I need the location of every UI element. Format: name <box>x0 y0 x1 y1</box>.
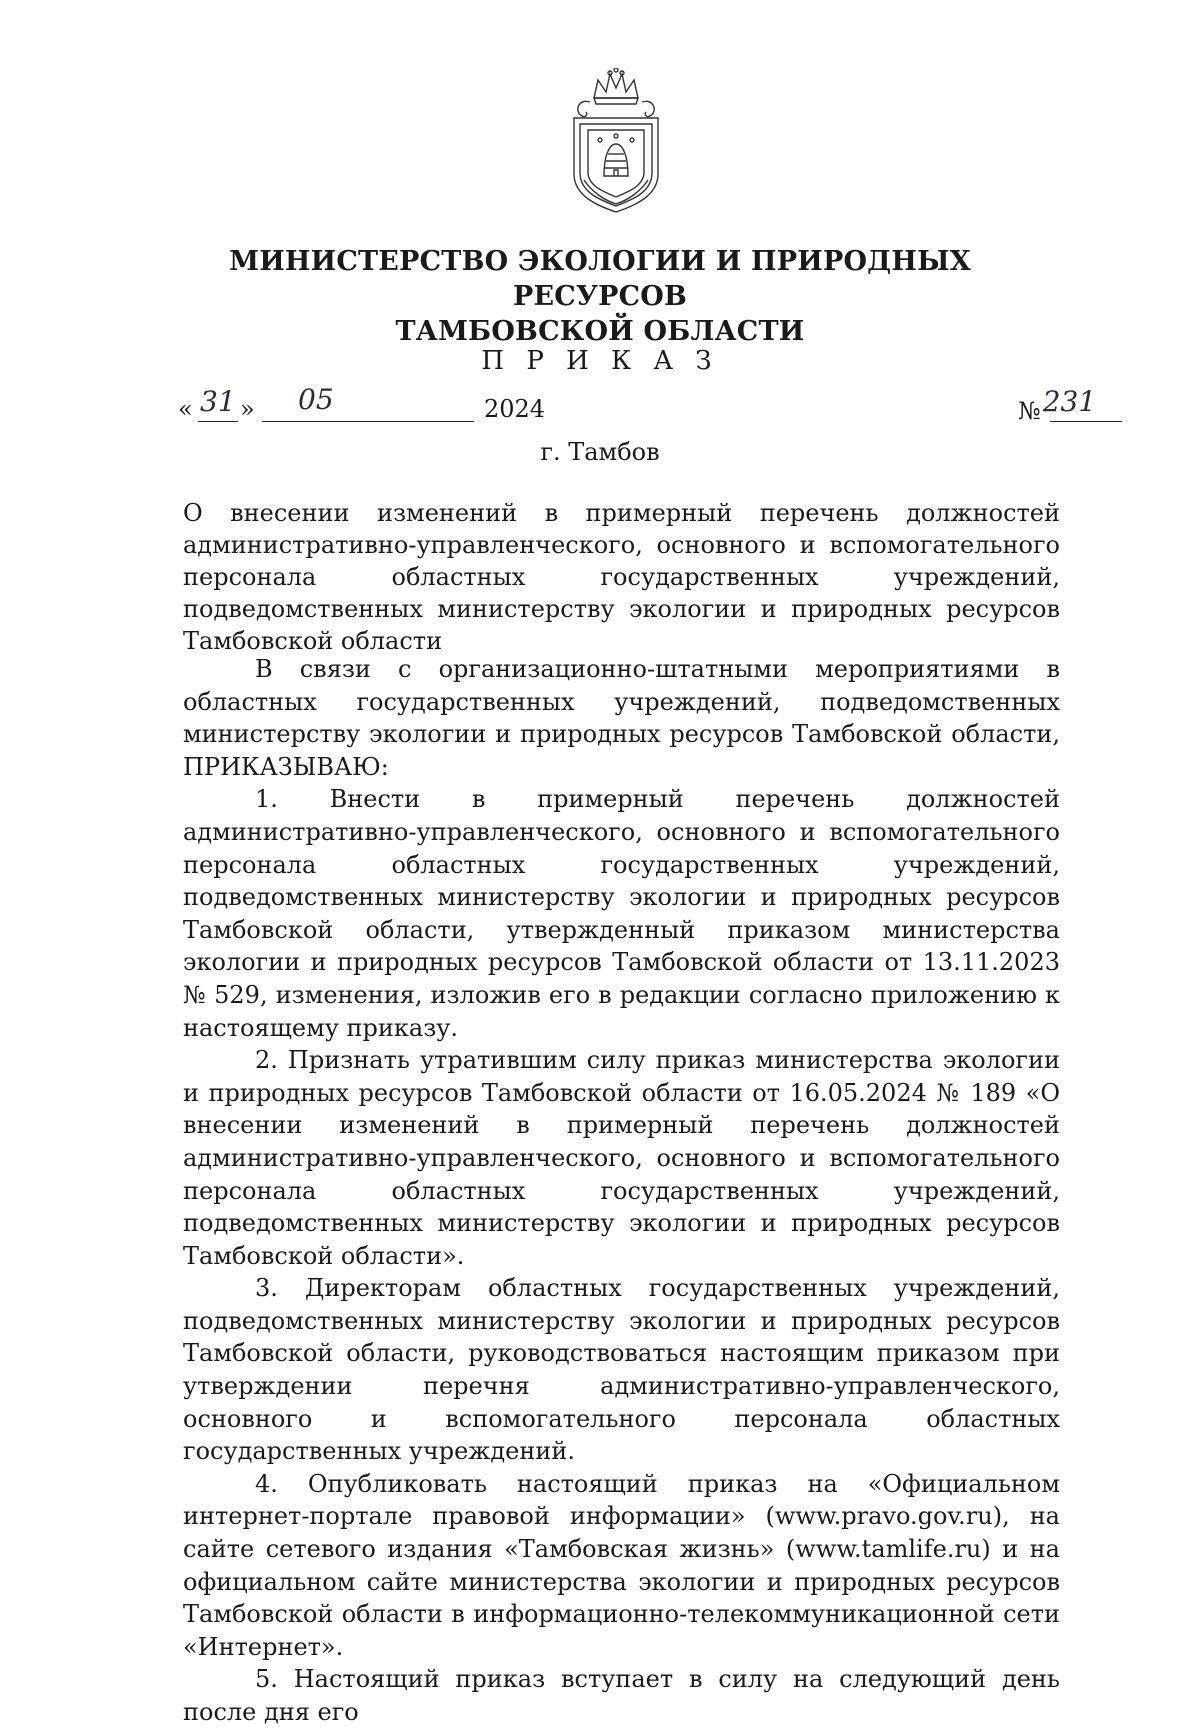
order-number <box>1018 385 1097 426</box>
paragraph-item-1: 1. Внести в примерный перечень должностей административно-управленческого, основного и вспомогательного персонала областных государственных учреждений, подведомственных министерству экологии и природных ресурсов Тамбовской области, утвержденный приказом министерства экологии и природных ресурсов Тамбовской области от 13.11.2023 № 529, изменения, изложив его в редакции согласно приложению к настоящему приказу. <box>183 785 1060 1042</box>
day-underline <box>198 421 238 422</box>
date-year: 2024 <box>484 395 546 423</box>
date-close-quote: » <box>240 395 255 423</box>
paragraph-item-5: 5. Настоящий приказ вступает в силу на следующий день после дня его <box>183 1665 1060 1726</box>
paragraph-preamble: В связи с организационно-штатными мероприятиями в областных государственных учреждений, подведомственных министерству экологии и природных ресурсов Тамбовской области, ПРИКАЗЫВАЮ: <box>183 655 1060 781</box>
ministry-line-2: ТАМБОВСКОЙ ОБЛАСТИ <box>395 316 805 347</box>
city: г. Тамбов <box>540 438 660 466</box>
month-underline <box>262 421 474 422</box>
order-body <box>183 653 1060 1729</box>
tambov-coat-of-arms-icon <box>560 68 672 214</box>
paragraph-item-2: 2. Признать утратившим силу приказ министерства экологии и природных ресурсов Тамбовской области от 16.05.2024 № 189 «О внесении изменений в примерный перечень должностей административно-управленческого, основного и вспомогательного персонала областных государственных учреждений, подведомственных министерству экологии и природных ресурсов Тамбовской области». <box>183 1046 1060 1270</box>
paragraph-item-4: 4. Опубликовать настоящий приказ на «Официальном интернет-портале правовой информации» (www.pravo.gov.ru), на сайте сетевого издания «Тамбовская жизнь» (www.tamlife.ru) и на официальном сайте министерства экологии и природных ресурсов Тамбовской области в информационно-телекоммуникационной сети «Интернет». <box>183 1469 1060 1661</box>
number-value: 231 <box>1042 385 1097 418</box>
date-open-quote: « <box>178 395 193 423</box>
ministry-name <box>150 244 1050 349</box>
order-title: О внесении изменений в примерный перечень должностей административно-управленческого, основного и вспомогательного персонала областных государственных учреждений, подведомственных министерству экологии и природных ресурсов Тамбовской области <box>183 499 1060 655</box>
date-day: 31 <box>200 385 236 418</box>
date-month: 05 <box>298 383 334 416</box>
number-label: № <box>1018 397 1041 425</box>
number-underline <box>1050 421 1122 422</box>
paragraph-item-3: 3. Директорам областных государственных учреждений, подведомственных министерству экологии и природных ресурсов Тамбовской области, руководствоваться настоящим приказом при утверждении перечня административно-управленческого, основного и вспомогательного персонала областных государственных учреждений. <box>183 1274 1060 1466</box>
document-type-heading: П Р И К А З <box>481 346 719 376</box>
ministry-line-1: МИНИСТЕРСТВО ЭКОЛОГИИ И ПРИРОДНЫХ РЕСУРСОВ <box>229 246 971 312</box>
